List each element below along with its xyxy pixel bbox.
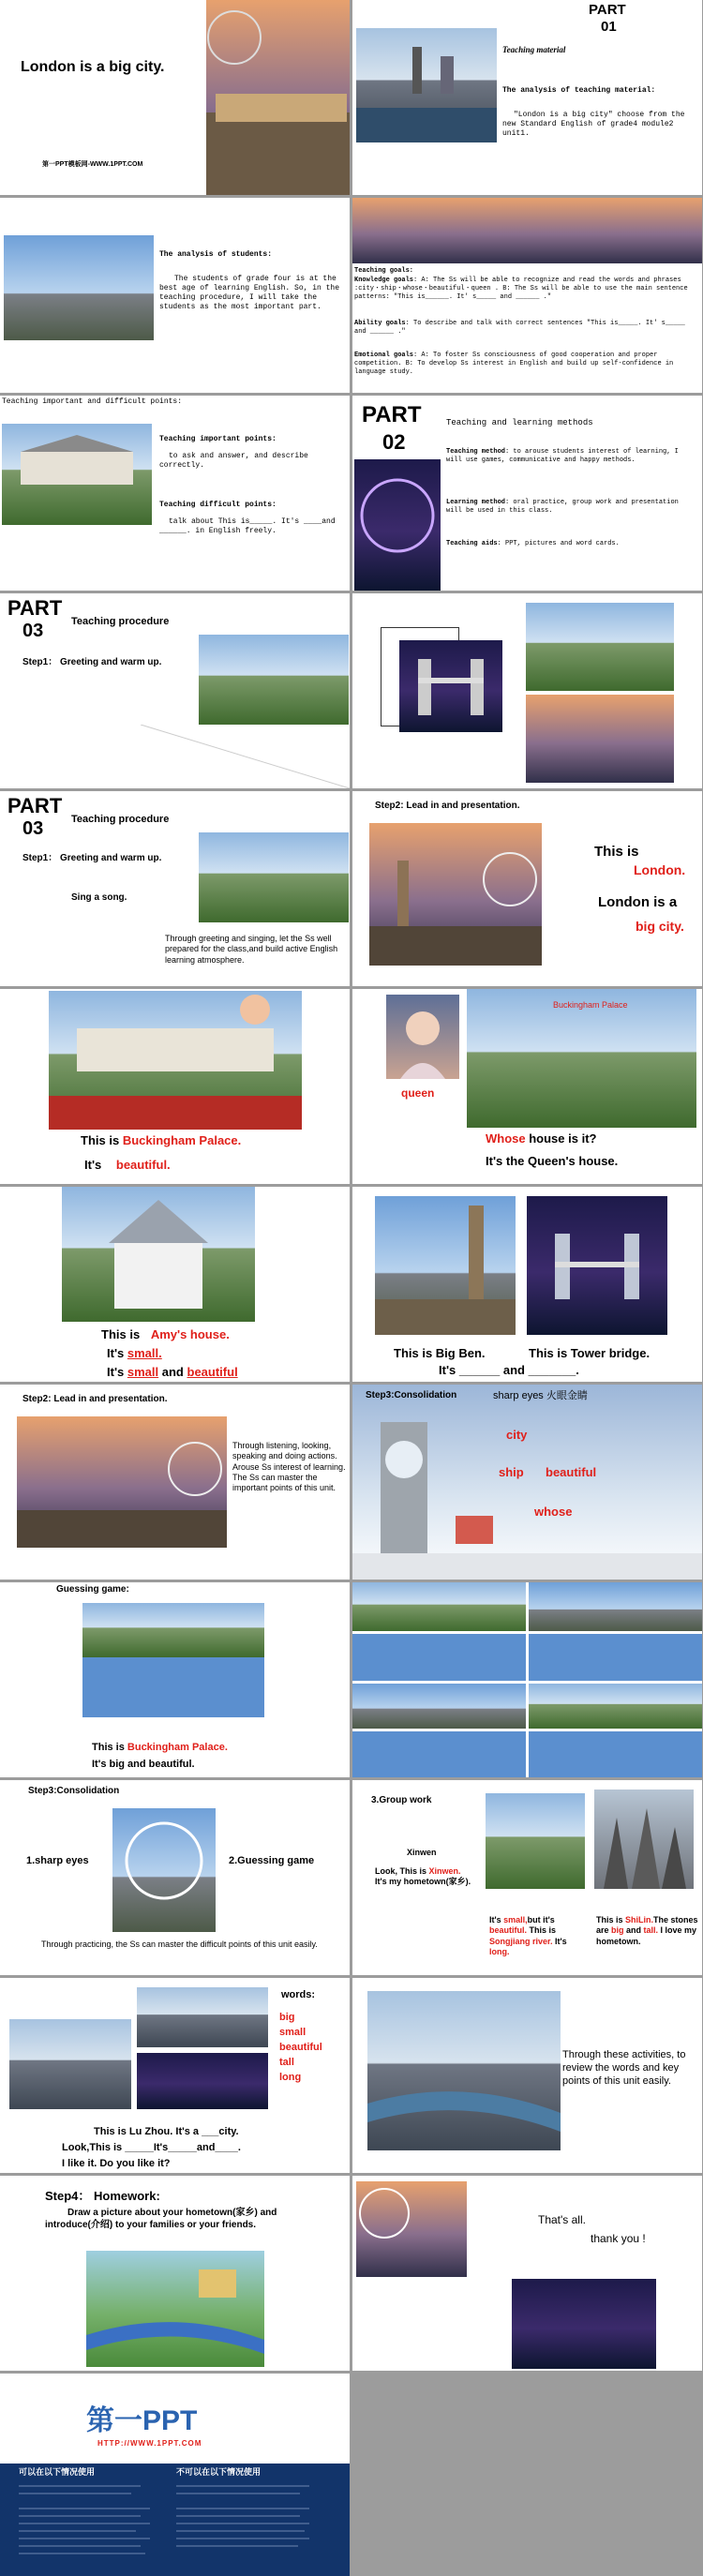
panel-heading: 不可以在以下情况使用 <box>176 2467 262 2477</box>
text: : to arouse students interest of learning, I will use games, communicative and happy methods. <box>446 448 679 464</box>
london-eye-photo <box>356 2181 467 2277</box>
building-photo <box>529 1684 702 1729</box>
note-text: Through practicing, the Ss can master the difficult points of this unit easily. <box>41 1939 318 1949</box>
logo-text: 第一PPT <box>86 2405 198 2436</box>
keyword: ShiLin. <box>625 1915 654 1925</box>
slide-5 <box>0 396 350 591</box>
slide-15 <box>0 1385 350 1580</box>
body-text: talk about This is_____. It's ____and ______. in English freely. <box>159 517 336 535</box>
section-heading: 3.Group work <box>371 1795 432 1805</box>
keyword: beautiful <box>187 1365 238 1379</box>
keyword: Buckingham Palace. <box>122 1133 242 1147</box>
step-label: Step3:Consolidation <box>366 1390 457 1400</box>
keyword: Songjiang river. <box>489 1936 553 1946</box>
street-photo <box>137 1987 268 2047</box>
tower-bridge-photo <box>527 1196 667 1335</box>
sentence-start: It's <box>84 1158 102 1172</box>
castle-photo <box>199 832 349 922</box>
slide-1 <box>0 0 350 195</box>
city-name: Xinwen <box>407 1848 437 1857</box>
slide-19 <box>0 1780 350 1975</box>
keyword: small. <box>127 1346 162 1360</box>
slide-title: London is a big city. <box>21 59 165 75</box>
keyword: Whose <box>486 1131 526 1146</box>
keyword: beautiful. <box>115 1158 171 1172</box>
section-heading: Teaching goals: <box>354 267 414 275</box>
sentence-start: It's <box>107 1365 125 1379</box>
aerial-city-photo <box>367 1991 561 2150</box>
keyword: long. <box>489 1946 510 1956</box>
conjunction: and <box>161 1365 184 1379</box>
city-skyline-photo <box>356 28 497 142</box>
text: : To describe and talk with correct sentences "This is_____. It' s_____ and ______ ." <box>354 320 685 336</box>
part-label: PART <box>589 2 626 18</box>
section-heading: Teaching material <box>502 45 566 54</box>
city-bridge-photo <box>9 2019 131 2109</box>
text: but it's <box>527 1915 555 1925</box>
body-text: "London is a big city" choose from the new Standard English of grade4 module2 unit1. <box>502 111 685 138</box>
fill-blank-line: This is Lu Zhou. It's a ___city. <box>94 2126 239 2137</box>
label: Teaching difficult points: <box>159 501 277 509</box>
keyword: beautiful. <box>489 1925 527 1936</box>
big-ben-photo <box>375 1196 516 1335</box>
text: This is <box>527 1925 557 1936</box>
city-illustration <box>352 1403 702 1580</box>
queen-portrait-photo <box>386 995 459 1079</box>
slide-11 <box>0 989 350 1184</box>
part-number: 03 <box>22 818 44 839</box>
sentence-start: This is <box>101 1327 141 1341</box>
label: Ability goals <box>354 320 406 327</box>
section-heading: Teaching and learning methods <box>446 418 593 427</box>
slide-2 <box>352 0 702 195</box>
london-eye-photo <box>352 1684 526 1729</box>
step-label: Step1： Greeting and warm up. <box>22 657 162 667</box>
cover-panel[interactable] <box>82 1657 264 1717</box>
text: This is <box>596 1915 626 1925</box>
word-item: small <box>279 2027 307 2038</box>
slide-18 <box>352 1582 702 1777</box>
slide-14 <box>352 1187 702 1382</box>
caption: This is Big Ben. <box>394 1346 486 1360</box>
keyword: small, <box>503 1915 528 1925</box>
river-city-photo <box>4 235 154 340</box>
slide-21 <box>0 1978 350 2173</box>
slide-10 <box>352 791 702 986</box>
closing-text: That's all. <box>538 2213 586 2226</box>
sentence-start: This is <box>81 1133 120 1147</box>
step-label: Step2: Lead in and presentation. <box>375 801 520 811</box>
decorative-line <box>0 725 350 788</box>
keyword: Buckingham Palace. <box>127 1742 228 1753</box>
word-item: long <box>279 2072 302 2083</box>
slide-4 <box>352 198 702 393</box>
text: : oral practice, group work and presentation will be used in this class. <box>446 499 679 515</box>
keyword: tall. <box>643 1925 659 1936</box>
sub-heading: The analysis of teaching material: <box>502 86 656 95</box>
section-heading: The analysis of students: <box>159 250 273 259</box>
photo-caption: Buckingham Palace <box>553 1000 628 1010</box>
question-line: I like it. Do you like it? <box>62 2158 171 2169</box>
label: Emotional goals <box>354 352 414 359</box>
fill-blank-line: It's ______ and _______. <box>439 1363 579 1377</box>
slide-22 <box>352 1978 702 2173</box>
palace-photo-partial <box>82 1603 264 1657</box>
keyword: big <box>611 1925 624 1936</box>
tower-bridge-photo <box>399 640 502 732</box>
slide-20 <box>352 1780 702 1975</box>
text: It's <box>489 1915 504 1925</box>
part-label: PART <box>7 596 63 620</box>
slide-16 <box>352 1385 702 1580</box>
cover-panel[interactable] <box>529 1731 702 1777</box>
words-label: words: <box>281 1989 316 2000</box>
skyline-banner-photo <box>352 198 702 263</box>
word-card: ship <box>499 1465 524 1479</box>
text: Look, This is <box>375 1866 429 1876</box>
child-drawing-photo <box>86 2251 264 2367</box>
closing-text: thank you ! <box>591 2232 646 2245</box>
night-skyline-photo <box>512 2279 656 2369</box>
palace-photo <box>352 1582 526 1631</box>
info-panel <box>0 2464 350 2576</box>
panel-heading: 可以在以下情况使用 <box>19 2467 96 2477</box>
note-text: Through greeting and singing, let the Ss well prepared for the class,and build active English learning atmosphere. <box>165 934 338 965</box>
section-heading: Guessing game: <box>56 1584 129 1595</box>
description: It's big and beautiful. <box>92 1759 195 1770</box>
cover-panel[interactable] <box>352 1634 526 1681</box>
activity-label: 2.Guessing game <box>229 1855 315 1866</box>
text: I love my hometown. <box>596 1925 697 1946</box>
river-town-photo <box>486 1793 585 1889</box>
text: : PPT, pictures and word cards. <box>497 540 620 547</box>
word-card: city <box>506 1428 528 1442</box>
body-text: to ask and answer, and describe correctly. <box>159 452 308 470</box>
section-heading: Teaching important and difficult points: <box>2 397 183 406</box>
answer-text: It's the Queen's house. <box>486 1154 619 1168</box>
homework-text: Draw a picture about your hometown(家乡) and introduce(介绍) to your families or your friends. <box>45 2208 277 2230</box>
palace-photo <box>467 989 696 1128</box>
cover-panel[interactable] <box>529 1634 702 1681</box>
step-label: Step2: Lead in and presentation. <box>22 1394 168 1404</box>
word-item: beautiful <box>279 2042 322 2053</box>
text: : A: The Ss will be able to recognize and read the words and phrases :city・ship・whose・beautiful・queen . B: The Ss will be able to use the main sentence patterns: "This is______. It' s_____ and ______ ." <box>354 277 688 301</box>
note-text: Through these activities, to review the words and key points of this unit easily. <box>562 2049 686 2087</box>
label: Teaching aids <box>446 540 498 547</box>
slide-17 <box>0 1582 350 1777</box>
section-heading: Teaching procedure <box>71 814 170 825</box>
label: Learning method <box>446 499 506 506</box>
keyword: small <box>127 1365 159 1379</box>
part-label: PART <box>362 402 422 427</box>
section-heading: Teaching procedure <box>71 616 170 627</box>
slide-13 <box>0 1187 350 1382</box>
footer-text: 第一PPT模板网-WWW.1PPT.COM <box>42 161 143 168</box>
text: The stones are <box>596 1915 698 1936</box>
part-label: PART <box>7 794 63 817</box>
activity-label: 1.sharp eyes <box>26 1855 89 1866</box>
buckingham-palace-photo <box>49 991 302 1130</box>
slide-8 <box>352 593 702 788</box>
word-card: whose <box>534 1505 573 1519</box>
part-number: 02 <box>382 430 406 454</box>
sign-photo <box>529 1582 702 1631</box>
fill-blank-line: Look,This is _____It's_____and____. <box>62 2142 241 2153</box>
caption: This is Tower bridge. <box>529 1346 651 1360</box>
question-text: house is it? <box>525 1131 597 1146</box>
keyword: queen <box>401 1086 435 1100</box>
night-city-photo <box>137 2053 268 2109</box>
text: : A: To foster Ss consciousness of good cooperation and proper competition. B: To develop Ss interest in English and build up self-confidence in language study. <box>354 352 674 376</box>
slide-9 <box>0 791 350 986</box>
slide-3 <box>0 198 350 393</box>
london-eye-photo <box>112 1808 216 1932</box>
london-eye-night-photo <box>354 459 441 591</box>
slide-25 <box>0 2374 350 2576</box>
slide-24 <box>352 2176 702 2371</box>
sentence-start: London is a <box>598 894 678 910</box>
keyword: London. <box>634 862 686 877</box>
slide-23 <box>0 2176 350 2371</box>
sentence-start: This is <box>92 1742 125 1753</box>
word-item: tall <box>279 2057 294 2068</box>
label: Teaching method <box>446 448 506 456</box>
activity-label: Sing a song. <box>71 892 127 903</box>
label: Teaching important points: <box>159 435 277 443</box>
slide-7 <box>0 593 350 788</box>
slide-6 <box>352 396 702 591</box>
castle-photo <box>199 635 349 725</box>
text: It's <box>552 1936 567 1946</box>
mansion-photo <box>2 424 152 525</box>
note-text: Through listening, looking, speaking and doing actions. Arouse Ss interest of learning. The Ss can master the important points of this unit. <box>232 1441 346 1492</box>
london-eye-photo <box>206 0 350 195</box>
text: and <box>623 1925 644 1936</box>
big-ben-photo <box>526 695 674 783</box>
part-number: 03 <box>22 621 44 641</box>
london-skyline-photo <box>17 1416 227 1548</box>
label: Knowledge goals <box>354 277 414 284</box>
step-label: Step3:Consolidation <box>28 1786 120 1796</box>
stone-forest-photo <box>594 1790 694 1889</box>
sentence-start: This is <box>594 844 639 860</box>
step-label: Step4： Homework: <box>45 2189 160 2203</box>
keyword: big city. <box>636 919 684 934</box>
step-label: Step1： Greeting and warm up. <box>22 853 162 863</box>
sentence-start: It's <box>107 1346 125 1360</box>
part-number: 01 <box>601 19 617 35</box>
game-title: sharp eyes 火眼金睛 <box>493 1390 588 1401</box>
text: It's my hometown(家乡). <box>375 1877 471 1887</box>
keyword: Xinwen. <box>428 1866 461 1876</box>
house-photo <box>62 1187 255 1322</box>
cover-panel[interactable] <box>352 1731 526 1777</box>
word-card: beautiful <box>546 1465 597 1479</box>
body-text: The students of grade four is at the best age of learning English. So, in the teaching procedure, I will take the students as the most important part. <box>159 275 340 311</box>
slide-12 <box>352 989 702 1184</box>
palace-photo <box>526 603 674 691</box>
site-url[interactable]: HTTP://WWW.1PPT.COM <box>97 2439 202 2448</box>
keyword: Amy's house. <box>150 1327 230 1341</box>
fine-print-lines <box>0 2464 350 2576</box>
word-item: big <box>279 2012 295 2023</box>
london-skyline-photo <box>369 823 542 966</box>
